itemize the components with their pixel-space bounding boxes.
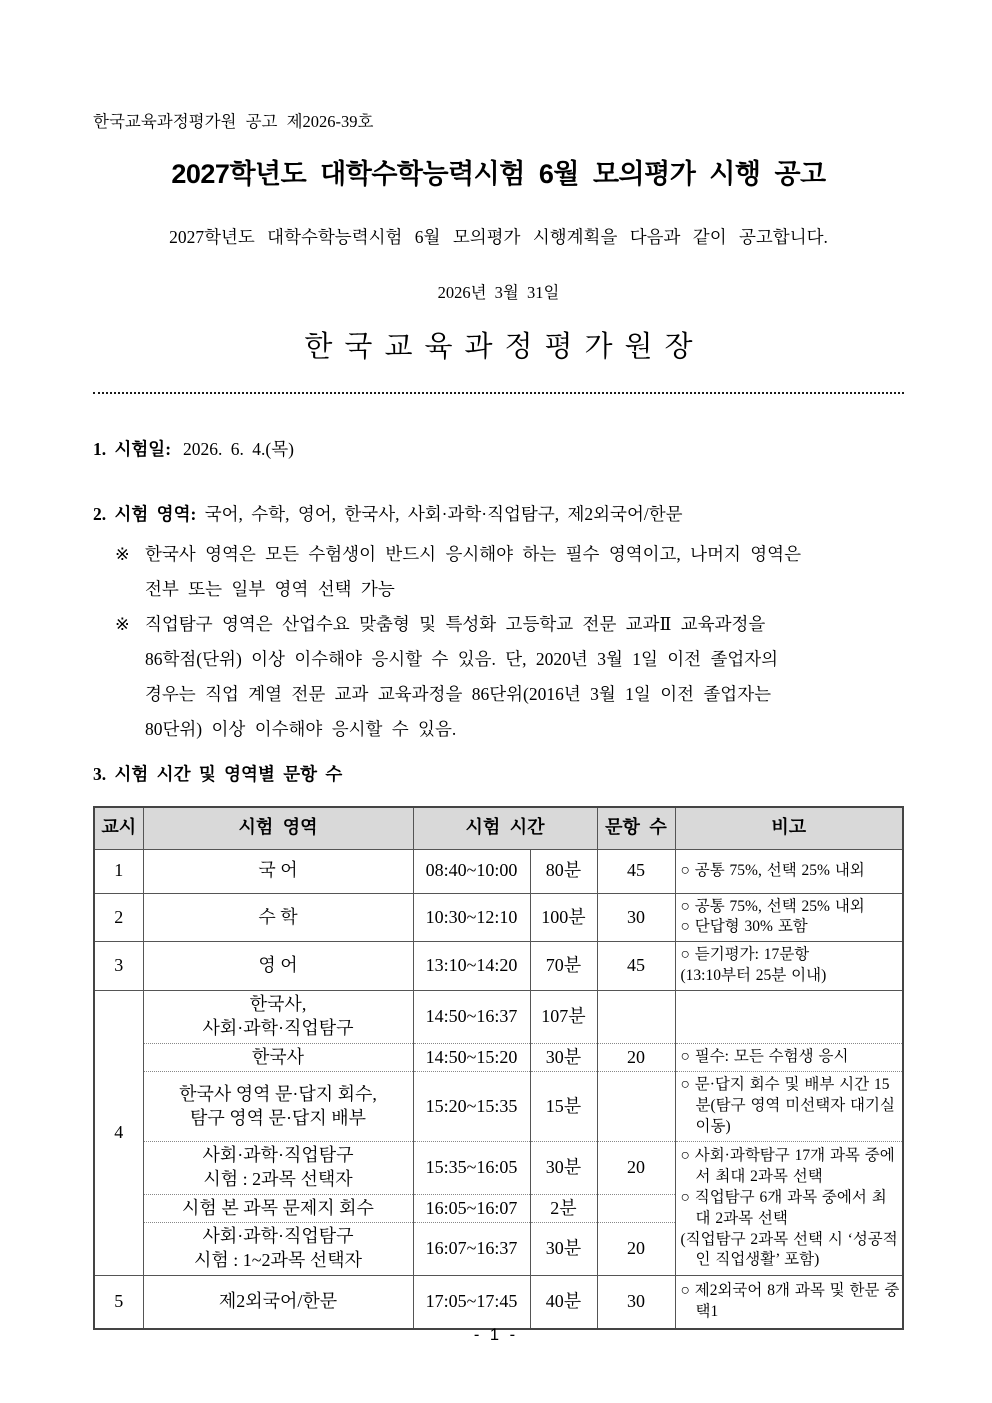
table-row — [94, 893, 903, 942]
reference-mark-icon: ※ — [115, 544, 130, 564]
table-row — [94, 1043, 903, 1072]
cell-time-range: 10:30~12:10 — [413, 893, 530, 942]
cell-note: ○ 필수: 모든 수험생 응시 — [675, 1043, 903, 1072]
cell-question-count: 45 — [597, 942, 675, 991]
section-table-heading-label: 3. 시험 시간 및 영역별 문항 수 — [93, 764, 343, 784]
cell-note: ○ 듣기평가: 17문항 (13:10부터 25분 이내) — [675, 942, 903, 991]
cell-area: 영 어 — [143, 942, 413, 991]
exam-schedule-table — [93, 806, 904, 1330]
section-exam-areas — [93, 501, 904, 526]
cell-question-count: 20 — [597, 1043, 675, 1072]
table-row — [94, 1275, 903, 1329]
cell-duration: 100분 — [530, 893, 597, 942]
cell-period: 1 — [94, 849, 143, 893]
table-row — [94, 1142, 903, 1195]
cell-area: 제2외국어/한문 — [143, 1275, 413, 1329]
col-header-questions: 문항 수 — [597, 807, 675, 849]
cell-time-range: 16:07~16:37 — [413, 1223, 530, 1276]
cell-note: ○ 제2외국어 8개 과목 및 한문 중 택1 — [675, 1275, 903, 1329]
announcement-date: 2026년 3월 31일 — [437, 283, 560, 302]
cell-area: 사회·과학·직업탐구 시험 : 1~2과목 선택자 — [143, 1223, 413, 1276]
cell-question-count: 30 — [597, 1275, 675, 1329]
cell-area: 수 학 — [143, 893, 413, 942]
cell-time-range: 14:50~15:20 — [413, 1043, 530, 1072]
table-row — [94, 942, 903, 991]
cell-note: ○ 사회·과학탐구 17개 과목 중에서 최대 2과목 선택 ○ 직업탐구 6개 과목 중에서 최대 2과목 선택 (직업탐구 2과목 선택 시 ‘성공적인 직업생활’ 포함) — [675, 1142, 903, 1276]
cell-question-count: 20 — [597, 1142, 675, 1195]
section-exam-date — [93, 436, 904, 461]
page-number: - 1 - — [473, 1326, 519, 1344]
cell-time-range: 16:05~16:07 — [413, 1194, 530, 1223]
cell-time-range: 14:50~16:37 — [413, 991, 530, 1044]
reference-mark-icon: ※ — [115, 614, 130, 634]
cell-period: 4 — [94, 991, 143, 1276]
page-title: 2027학년도 대학수학능력시험 6월 모의평가 시행 공고 — [171, 159, 826, 189]
cell-note: ○ 공통 75%, 선택 25% 내외 — [675, 849, 903, 893]
cell-question-count — [597, 1194, 675, 1223]
cell-note: ○ 문·답지 회수 및 배부 시간 15분(탐구 영역 미선택자 대기실 이동) — [675, 1072, 903, 1142]
col-header-area: 시험 영역 — [143, 807, 413, 849]
cell-duration: 40분 — [530, 1275, 597, 1329]
table-row — [94, 1072, 903, 1142]
cell-period: 3 — [94, 942, 143, 991]
section-exam-date-label: 1. 시험일: — [93, 439, 172, 459]
section-exam-date-value: 2026. 6. 4.(목) — [183, 439, 294, 459]
cell-area: 국 어 — [143, 849, 413, 893]
cell-period: 2 — [94, 893, 143, 942]
cell-duration: 30분 — [530, 1223, 597, 1276]
cell-period: 5 — [94, 1275, 143, 1329]
note-korean-history-required — [93, 537, 904, 607]
cell-area: 사회·과학·직업탐구 시험 : 2과목 선택자 — [143, 1142, 413, 1195]
table-header-row — [94, 807, 903, 849]
cell-time-range: 17:05~17:45 — [413, 1275, 530, 1329]
note-vocational-eligibility-text: 직업탐구 영역은 산업수요 맞춤형 및 특성화 고등학교 전문 교과Ⅱ 교육과정을 86학점(단위) 이상 이수해야 응시할 수 있음. 단, 2020년 3월 1일 이전 졸업자의 경우는 직업 계열 전문 교과 교육과정을 86단위(2016년 3월 1일 이전 졸업자는 80단위) 이상 이수해야 응시할 수 있음. — [145, 614, 779, 739]
table-row — [94, 849, 903, 893]
cell-question-count: 20 — [597, 1223, 675, 1276]
cell-area: 한국사 — [143, 1043, 413, 1072]
table-row — [94, 991, 903, 1044]
cell-question-count: 30 — [597, 893, 675, 942]
cell-duration: 30분 — [530, 1043, 597, 1072]
col-header-period: 교시 — [94, 807, 143, 849]
section-exam-areas-value: 국어, 수학, 영어, 한국사, 사회·과학·직업탐구, 제2외국어/한문 — [204, 504, 683, 524]
cell-duration: 80분 — [530, 849, 597, 893]
cell-time-range: 15:20~15:35 — [413, 1072, 530, 1142]
cell-time-range: 15:35~16:05 — [413, 1142, 530, 1195]
cell-duration: 2분 — [530, 1194, 597, 1223]
cell-question-count — [597, 991, 675, 1044]
cell-time-range: 13:10~14:20 — [413, 942, 530, 991]
issuer-signature: 한국교육과정평가원장 — [304, 331, 705, 363]
cell-area: 시험 본 과목 문제지 회수 — [143, 1194, 413, 1223]
notice-number: 한국교육과정평가원 공고 제2026-39호 — [93, 112, 374, 131]
cell-area: 한국사 영역 문·답지 회수, 탐구 영역 문·답지 배부 — [143, 1072, 413, 1142]
cell-duration: 107분 — [530, 991, 597, 1044]
cell-note: ○ 공통 75%, 선택 25% 내외 ○ 단답형 30% 포함 — [675, 893, 903, 942]
col-header-time: 시험 시간 — [413, 807, 597, 849]
cell-area: 한국사, 사회·과학·직업탐구 — [143, 991, 413, 1044]
section-exam-areas-label: 2. 시험 영역: — [93, 504, 197, 524]
cell-time-range: 08:40~10:00 — [413, 849, 530, 893]
cell-question-count: 45 — [597, 849, 675, 893]
cell-duration: 30분 — [530, 1142, 597, 1195]
section-table-heading — [93, 761, 904, 786]
cell-duration: 15분 — [530, 1072, 597, 1142]
dotted-divider — [93, 392, 904, 394]
col-header-note: 비고 — [675, 807, 903, 849]
cell-question-count — [597, 1072, 675, 1142]
note-vocational-eligibility — [93, 607, 904, 747]
cell-duration: 70분 — [530, 942, 597, 991]
intro-paragraph: 2027학년도 대학수학능력시험 6월 모의평가 시행계획을 다음과 같이 공고합니다. — [169, 227, 828, 247]
note-korean-history-required-text: 한국사 영역은 모든 수험생이 반드시 응시해야 하는 필수 영역이고, 나머지 영역은 전부 또는 일부 영역 선택 가능 — [145, 544, 801, 599]
cell-note — [675, 991, 903, 1044]
